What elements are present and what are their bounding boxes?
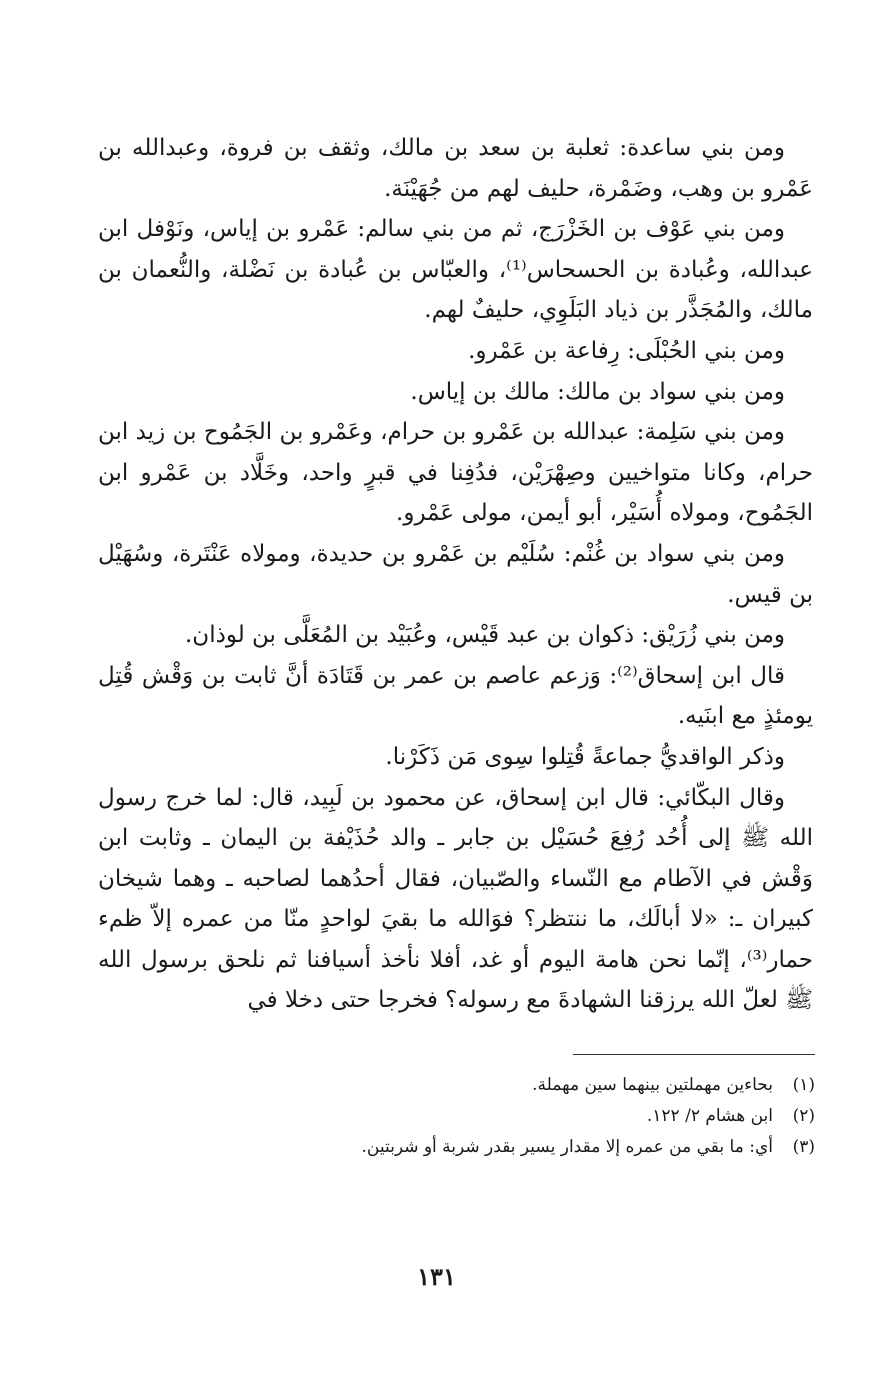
- footnote-separator: [573, 1054, 815, 1055]
- paragraph: وقال البكّائي: قال ابن إسحاق، عن محمود بن لَبِيد، قال: لما خرج رسول الله ﷺ إلى أُحُد رُفِعَ حُسَيْل بن جابر ـ والد حُذَيْفة بن اليمان ـ وثابت ابن وَقْش في الآطام مع النّساء والصّبيان، فقال أحدُهما لصاحبه ـ وهما شيخان كبيران ـ: «لا أبالَك، ما ننتظر؟ فوَالله ما بقيَ لواحدٍ منّا من عمره إلاّ ظمء حمار⁽³⁾، إنّما نحن هامة اليوم أو غد، أفلا نأخذ أسيافنا ثم نلحق برسول الله ﷺ لعلّ الله يرزقنا الشهادةَ مع رسوله؟ فخرجا حتى دخلا في: [98, 784, 813, 1014]
- footnote-number: (١): [792, 1075, 815, 1095]
- footnote-number: (٢): [792, 1106, 815, 1126]
- paragraph: ومن بني زُرَيْق: ذكوان بن عبد قَيْس، وعُبَيْد بن المُعَلَّى بن لوذان.: [185, 622, 785, 649]
- paragraph: وذكر الواقديُّ جماعةً قُتِلوا سِوى مَن ذَكَرْنا.: [385, 743, 785, 770]
- page-number: ١٣١: [417, 1262, 456, 1291]
- footnote: [115, 1070, 815, 1101]
- paragraph: ومن بني عَوْف بن الخَزْرَج، ثم من بني سالم: عَمْرو بن إياس، ونَوْفل ابن عبدالله، وعُبادة بن الحسحاس⁽¹⁾، والعبّاس بن عُبادة بن نَضْلة، والنُّعمان بن مالك، والمُجَذَّر بن ذياد البَلَوِي، حليفٌ لهم.: [98, 216, 813, 324]
- paragraph: ومن بني سواد بن غُنْم: سُلَيْم بن عَمْرو بن حديدة، ومولاه عَنْتَرة، وسُهَيْل بن قيس.: [98, 540, 813, 608]
- footnote-text: بحاءين مهملتين بينهما سين مهملة.: [532, 1075, 773, 1095]
- footnote: [115, 1101, 815, 1132]
- footnote-text: أي: ما بقي من عمره إلا مقدار يسير بقدر شربة أو شربتين.: [361, 1137, 773, 1157]
- paragraph: ومن بني ساعدة: ثعلبة بن سعد بن مالك، وثقف بن فروة، وعبدالله بن عَمْرو بن وهب، وضَمْرة، حليف لهم من جُهَيْنَة.: [98, 135, 813, 202]
- paragraph: ومن بني سَلِمة: عبدالله بن عَمْرو بن حرام، وعَمْرو بن الجَمُوح بن زيد ابن حرام، وكانا متواخيين وصِهْرَيْن، فدُفِنا في قبرٍ واحد، وخَلَّاد بن عَمْرو ابن الجَمُوح، ومولاه أُسَيْر، أبو أيمن، مولى عَمْرو.: [98, 419, 813, 527]
- main-text: [98, 128, 813, 1021]
- footnote-text: ابن هشام ٢/ ١٢٢.: [646, 1106, 773, 1126]
- footnote: [115, 1132, 815, 1163]
- paragraph: ومن بني سواد بن مالك: مالك بن إياس.: [410, 378, 785, 405]
- paragraph: ومن بني الحُبْلَى: رِفاعة بن عَمْرو.: [468, 337, 785, 364]
- footnotes: [115, 1070, 815, 1163]
- paragraph: قال ابن إسحاق⁽²⁾: وَزعم عاصم بن عمر بن قَتَادَة أنَّ ثابت بن وَقْش قُتِل يومئذٍ مع ابنَيه.: [98, 662, 813, 730]
- footnote-number: (٣): [792, 1137, 815, 1157]
